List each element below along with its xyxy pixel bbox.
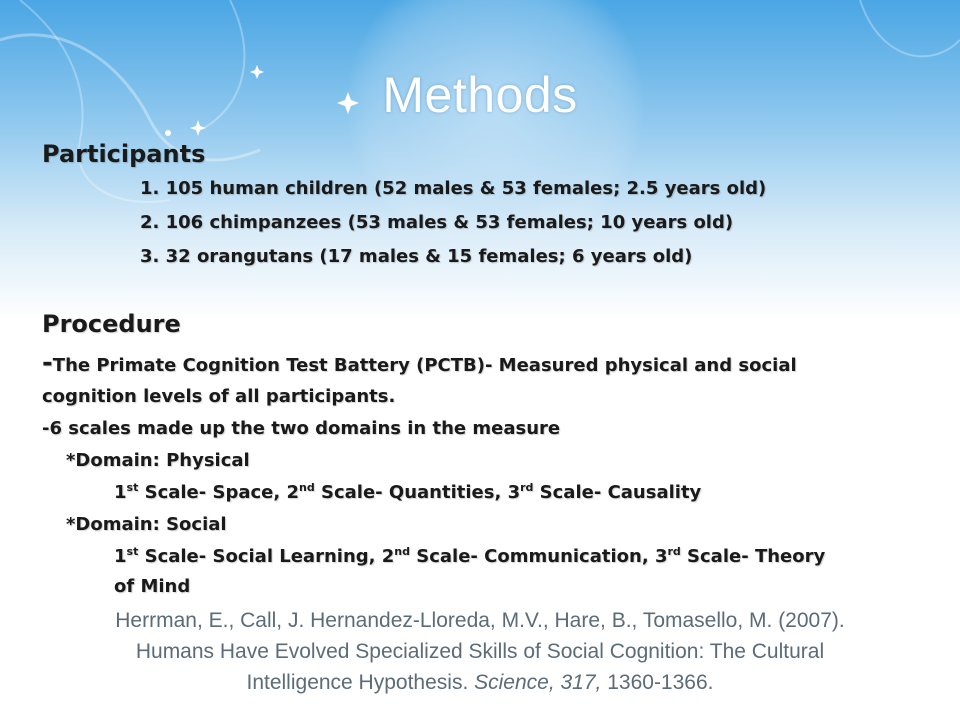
scale-text: Scale- Quantities, [314, 482, 508, 503]
domain-social-label: *Domain: Social [66, 514, 227, 535]
domain-physical-label: *Domain: Physical [66, 450, 250, 471]
scale-text: Scale- Communication, [410, 546, 655, 567]
procedure-line-1-text: The Primate Cognition Test Battery (PCTB)- Measured physical and social [52, 355, 797, 376]
procedure-line-1 [42, 348, 797, 378]
scale-number: 2 [286, 482, 300, 503]
journal-name: Science, 317, [474, 671, 602, 694]
scale-text: Scale- Causality [533, 482, 702, 503]
citation-block [20, 605, 940, 698]
citation-line-2: Humans Have Evolved Specialized Skills of Social Cognition: The Cultural [135, 640, 825, 663]
ordinal-suffix: rd [667, 545, 681, 558]
ordinal-suffix: nd [299, 481, 315, 494]
dash-marker: - [42, 348, 53, 378]
social-scales-line [114, 546, 825, 567]
participant-item-1: 1. 105 human children (52 males & 53 females; 2.5 years old) [140, 178, 767, 199]
scale-text: Scale- Space, [138, 482, 287, 503]
physical-scales-line [114, 482, 701, 503]
procedure-heading: Procedure [42, 310, 181, 338]
scale-number: 1 [114, 482, 127, 503]
ordinal-suffix: st [126, 481, 139, 494]
citation-line-3 [20, 667, 940, 698]
participants-heading: Participants [42, 140, 206, 168]
procedure-line-2: cognition levels of all participants. [42, 386, 396, 407]
citation-pages: 1360-1366. [601, 671, 714, 694]
participant-item-2: 2. 106 chimpanzees (53 males & 53 females; 10 years old) [140, 212, 734, 233]
scale-number: 1 [114, 546, 127, 567]
procedure-line-3: -6 scales made up the two domains in the measure [42, 418, 561, 439]
ordinal-suffix: rd [520, 481, 534, 494]
scale-number: 2 [381, 546, 395, 567]
scale-text: Scale- Theory [680, 546, 826, 567]
swirl-ornament [860, 0, 960, 56]
scale-text: Scale- Social Learning, [138, 546, 382, 567]
citation-line-1: Herrman, E., Call, J. Hernandez-Lloreda, M.V., Hare, B., Tomasello, M. (2007). [115, 609, 845, 632]
scale-number: 3 [507, 482, 521, 503]
ordinal-suffix: nd [394, 545, 410, 558]
participant-item-3: 3. 32 orangutans (17 males & 15 females; 6 years old) [140, 246, 693, 267]
social-scales-continuation: of Mind [114, 576, 191, 597]
citation-text: Intelligence Hypothesis. [246, 671, 475, 694]
ordinal-suffix: st [126, 545, 139, 558]
slide-title: Methods [382, 67, 578, 123]
scale-number: 3 [654, 546, 668, 567]
